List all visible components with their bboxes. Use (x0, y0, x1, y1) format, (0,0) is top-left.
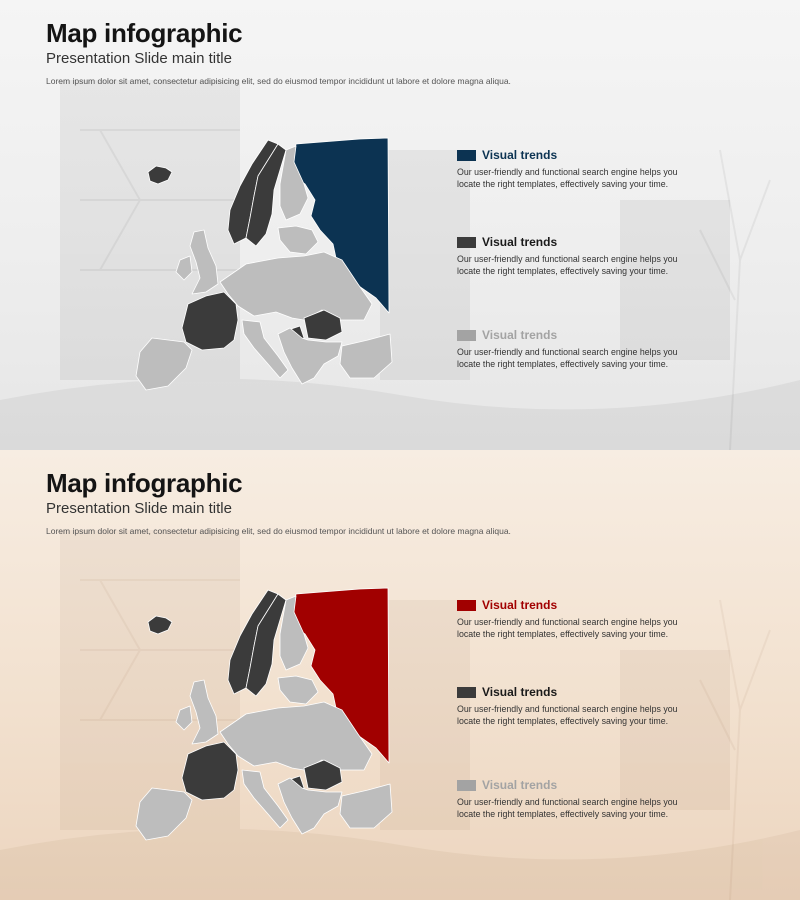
legend-item-3 (457, 328, 717, 370)
map-region-britain (190, 230, 218, 294)
map-region-france (182, 292, 238, 350)
map-region-baltics (278, 226, 318, 254)
page-description: Lorem ipsum dolor sit amet, consectetur adipisicing elit, sed do eiusmod tempor incididunt ut labore et dolore magna aliqua. (46, 526, 511, 536)
legend-label: Visual trends (482, 685, 558, 699)
page-description: Lorem ipsum dolor sit amet, consectetur adipisicing elit, sed do eiusmod tempor incididunt ut labore et dolore magna aliqua. (46, 76, 511, 86)
legend-text: Our user-friendly and functional search engine helps you locate the right templates, effectively saving your time. (457, 347, 678, 369)
legend-text: Our user-friendly and functional search engine helps you locate the right templates, effectively saving your time. (457, 797, 678, 819)
europe-map (128, 134, 398, 400)
map-region-iberia (136, 788, 192, 840)
legend-swatch (457, 600, 476, 611)
legend-swatch (457, 687, 476, 698)
map-region-ireland (176, 706, 192, 730)
slide-2 (0, 450, 800, 900)
legend-text: Our user-friendly and functional search engine helps you locate the right templates, effectively saving your time. (457, 704, 678, 726)
legend-item-1 (457, 598, 717, 640)
map-region-iceland (148, 616, 172, 634)
map-region-baltics (278, 676, 318, 704)
legend-swatch (457, 780, 476, 791)
legend-item-2 (457, 235, 717, 277)
ruined-building-background (0, 450, 800, 900)
legend-label: Visual trends (482, 598, 558, 612)
legend-text: Our user-friendly and functional search engine helps you locate the right templates, effectively saving your time. (457, 167, 678, 189)
legend-label: Visual trends (482, 778, 558, 792)
map-region-ireland (176, 256, 192, 280)
page-title: Map infographic (46, 468, 243, 498)
map-region-iceland (148, 166, 172, 184)
map-region-turkey (340, 334, 392, 378)
map-region-france (182, 742, 238, 800)
europe-map (128, 584, 398, 850)
legend-label: Visual trends (482, 328, 558, 342)
map-region-britain (190, 680, 218, 744)
legend-text: Our user-friendly and functional search engine helps you locate the right templates, effectively saving your time. (457, 254, 678, 276)
legend-swatch (457, 150, 476, 161)
map-region-italy (242, 320, 288, 378)
legend-item-2 (457, 685, 717, 727)
map-region-iberia (136, 338, 192, 390)
page-subtitle: Presentation Slide main title (46, 50, 232, 67)
legend-swatch (457, 330, 476, 341)
legend-item-3 (457, 778, 717, 820)
legend-swatch (457, 237, 476, 248)
legend-label: Visual trends (482, 148, 558, 162)
legend-item-1 (457, 148, 717, 190)
map-region-italy (242, 770, 288, 828)
map-region-turkey (340, 784, 392, 828)
page-subtitle: Presentation Slide main title (46, 500, 232, 517)
page-title: Map infographic (46, 18, 243, 48)
legend-text: Our user-friendly and functional search engine helps you locate the right templates, effectively saving your time. (457, 617, 678, 639)
legend-label: Visual trends (482, 235, 558, 249)
